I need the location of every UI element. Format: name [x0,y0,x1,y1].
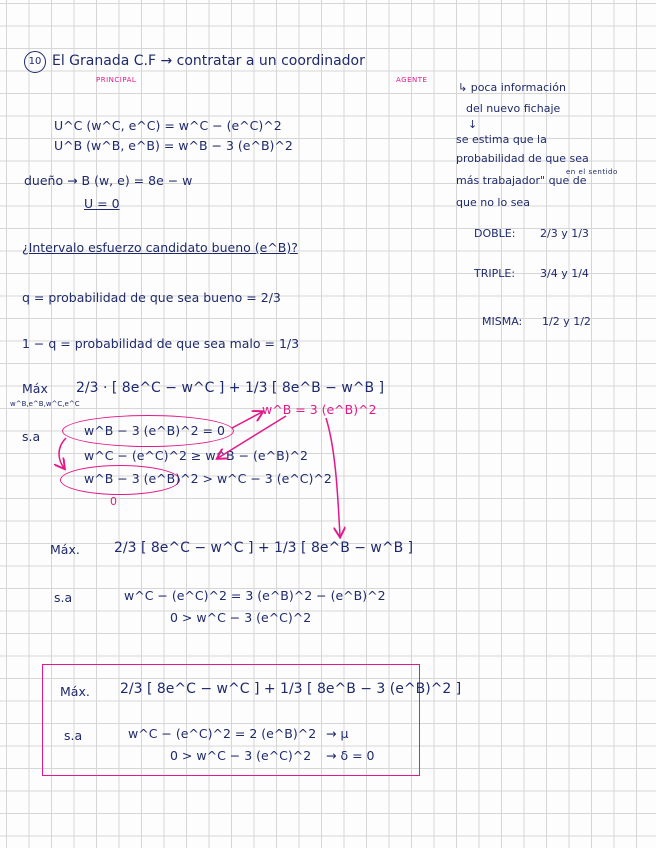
label-agente: AGENTE [396,76,428,84]
problem2-st: s.a [54,590,73,605]
option-misma-label: MISMA: [482,315,523,328]
arrow-to-note [232,412,262,428]
side-note-line4: probabilidad de que sea [456,152,589,165]
side-note-line2: del nuevo fichaje [466,102,561,115]
problem3-max: Máx. [60,684,90,699]
problem3-st: s.a [64,728,83,743]
side-note-line3: se estima que la [456,133,547,146]
question: ¿Intervalo esfuerzo candidato bueno (e^B)? [22,240,298,255]
utility-good: U^C (w^C, e^C) = w^C − (e^C)^2 [54,118,282,133]
problem-number: 10 [24,51,46,73]
heading-text: El Granada C.F → contratar a un coordinador [52,53,365,69]
problem1-objective: 2/3 · [ 8e^C − w^C ] + 1/3 [ 8e^B − w^B ] [76,380,385,396]
option-doble-label: DOBLE: [474,227,516,240]
side-note-line1: ↳ poca información [458,81,566,94]
problem1-c2: w^C − (e^C)^2 ≥ w^B − (e^B)^2 [84,448,308,463]
reservation-utility: U = 0 [84,196,120,211]
utility-bad: U^B (w^B, e^B) = w^B − 3 (e^B)^2 [54,138,293,153]
problem1-c1: w^B − 3 (e^B)^2 = 0 [84,423,225,438]
side-note-small: en el sentido [566,168,618,176]
probability-bad: 1 − q = probabilidad de que sea malo = 1/3 [22,336,300,351]
label-principal: PRINCIPAL [96,76,137,84]
option-triple-value: 3/4 y 1/4 [540,267,589,280]
problem1-c3: w^B − 3 (e^B)^2 > w^C − 3 (e^C)^2 [84,471,332,486]
side-note-line5: más trabajador" que de [456,174,587,187]
problem1-st: s.a [22,429,41,444]
option-misma-value: 1/2 y 1/2 [542,315,591,328]
option-doble-value: 2/3 y 1/3 [540,227,589,240]
problem1-zero: 0 [110,495,117,508]
problem3-c1-mult: → μ [326,726,349,741]
problem3-c2-mult: → δ = 0 [326,748,375,763]
arrow-down-left [59,438,66,468]
problem1-max: Máx [22,381,48,396]
profit-function: dueño → B (w, e) = 8e − w [24,173,193,188]
problem2-c1: w^C − (e^C)^2 = 3 (e^B)^2 − (e^B)^2 [124,588,386,603]
problem1-c1-note: w^B = 3 (e^B)^2 [262,402,377,417]
problem2-c2: 0 > w^C − 3 (e^C)^2 [170,610,312,625]
option-triple-label: TRIPLE: [474,267,516,280]
problem2-max: Máx. [50,542,80,557]
problem2-objective: 2/3 [ 8e^C − w^C ] + 1/3 [ 8e^B − w^B ] [114,540,414,556]
problem3-c2: 0 > w^C − 3 (e^C)^2 [170,748,312,763]
problem1-vars: w^B,e^B,w^C,e^C [10,400,80,408]
probability-good: q = probabilidad de que sea bueno = 2/3 [22,290,281,305]
problem3-c1: w^C − (e^C)^2 = 2 (e^B)^2 [128,726,317,741]
side-note-line6: que no lo sea [456,196,530,209]
problem3-objective: 2/3 [ 8e^C − w^C ] + 1/3 [ 8e^B − 3 (e^B)^2 ] [120,681,462,697]
side-note-arrow: ↓ [468,118,478,131]
